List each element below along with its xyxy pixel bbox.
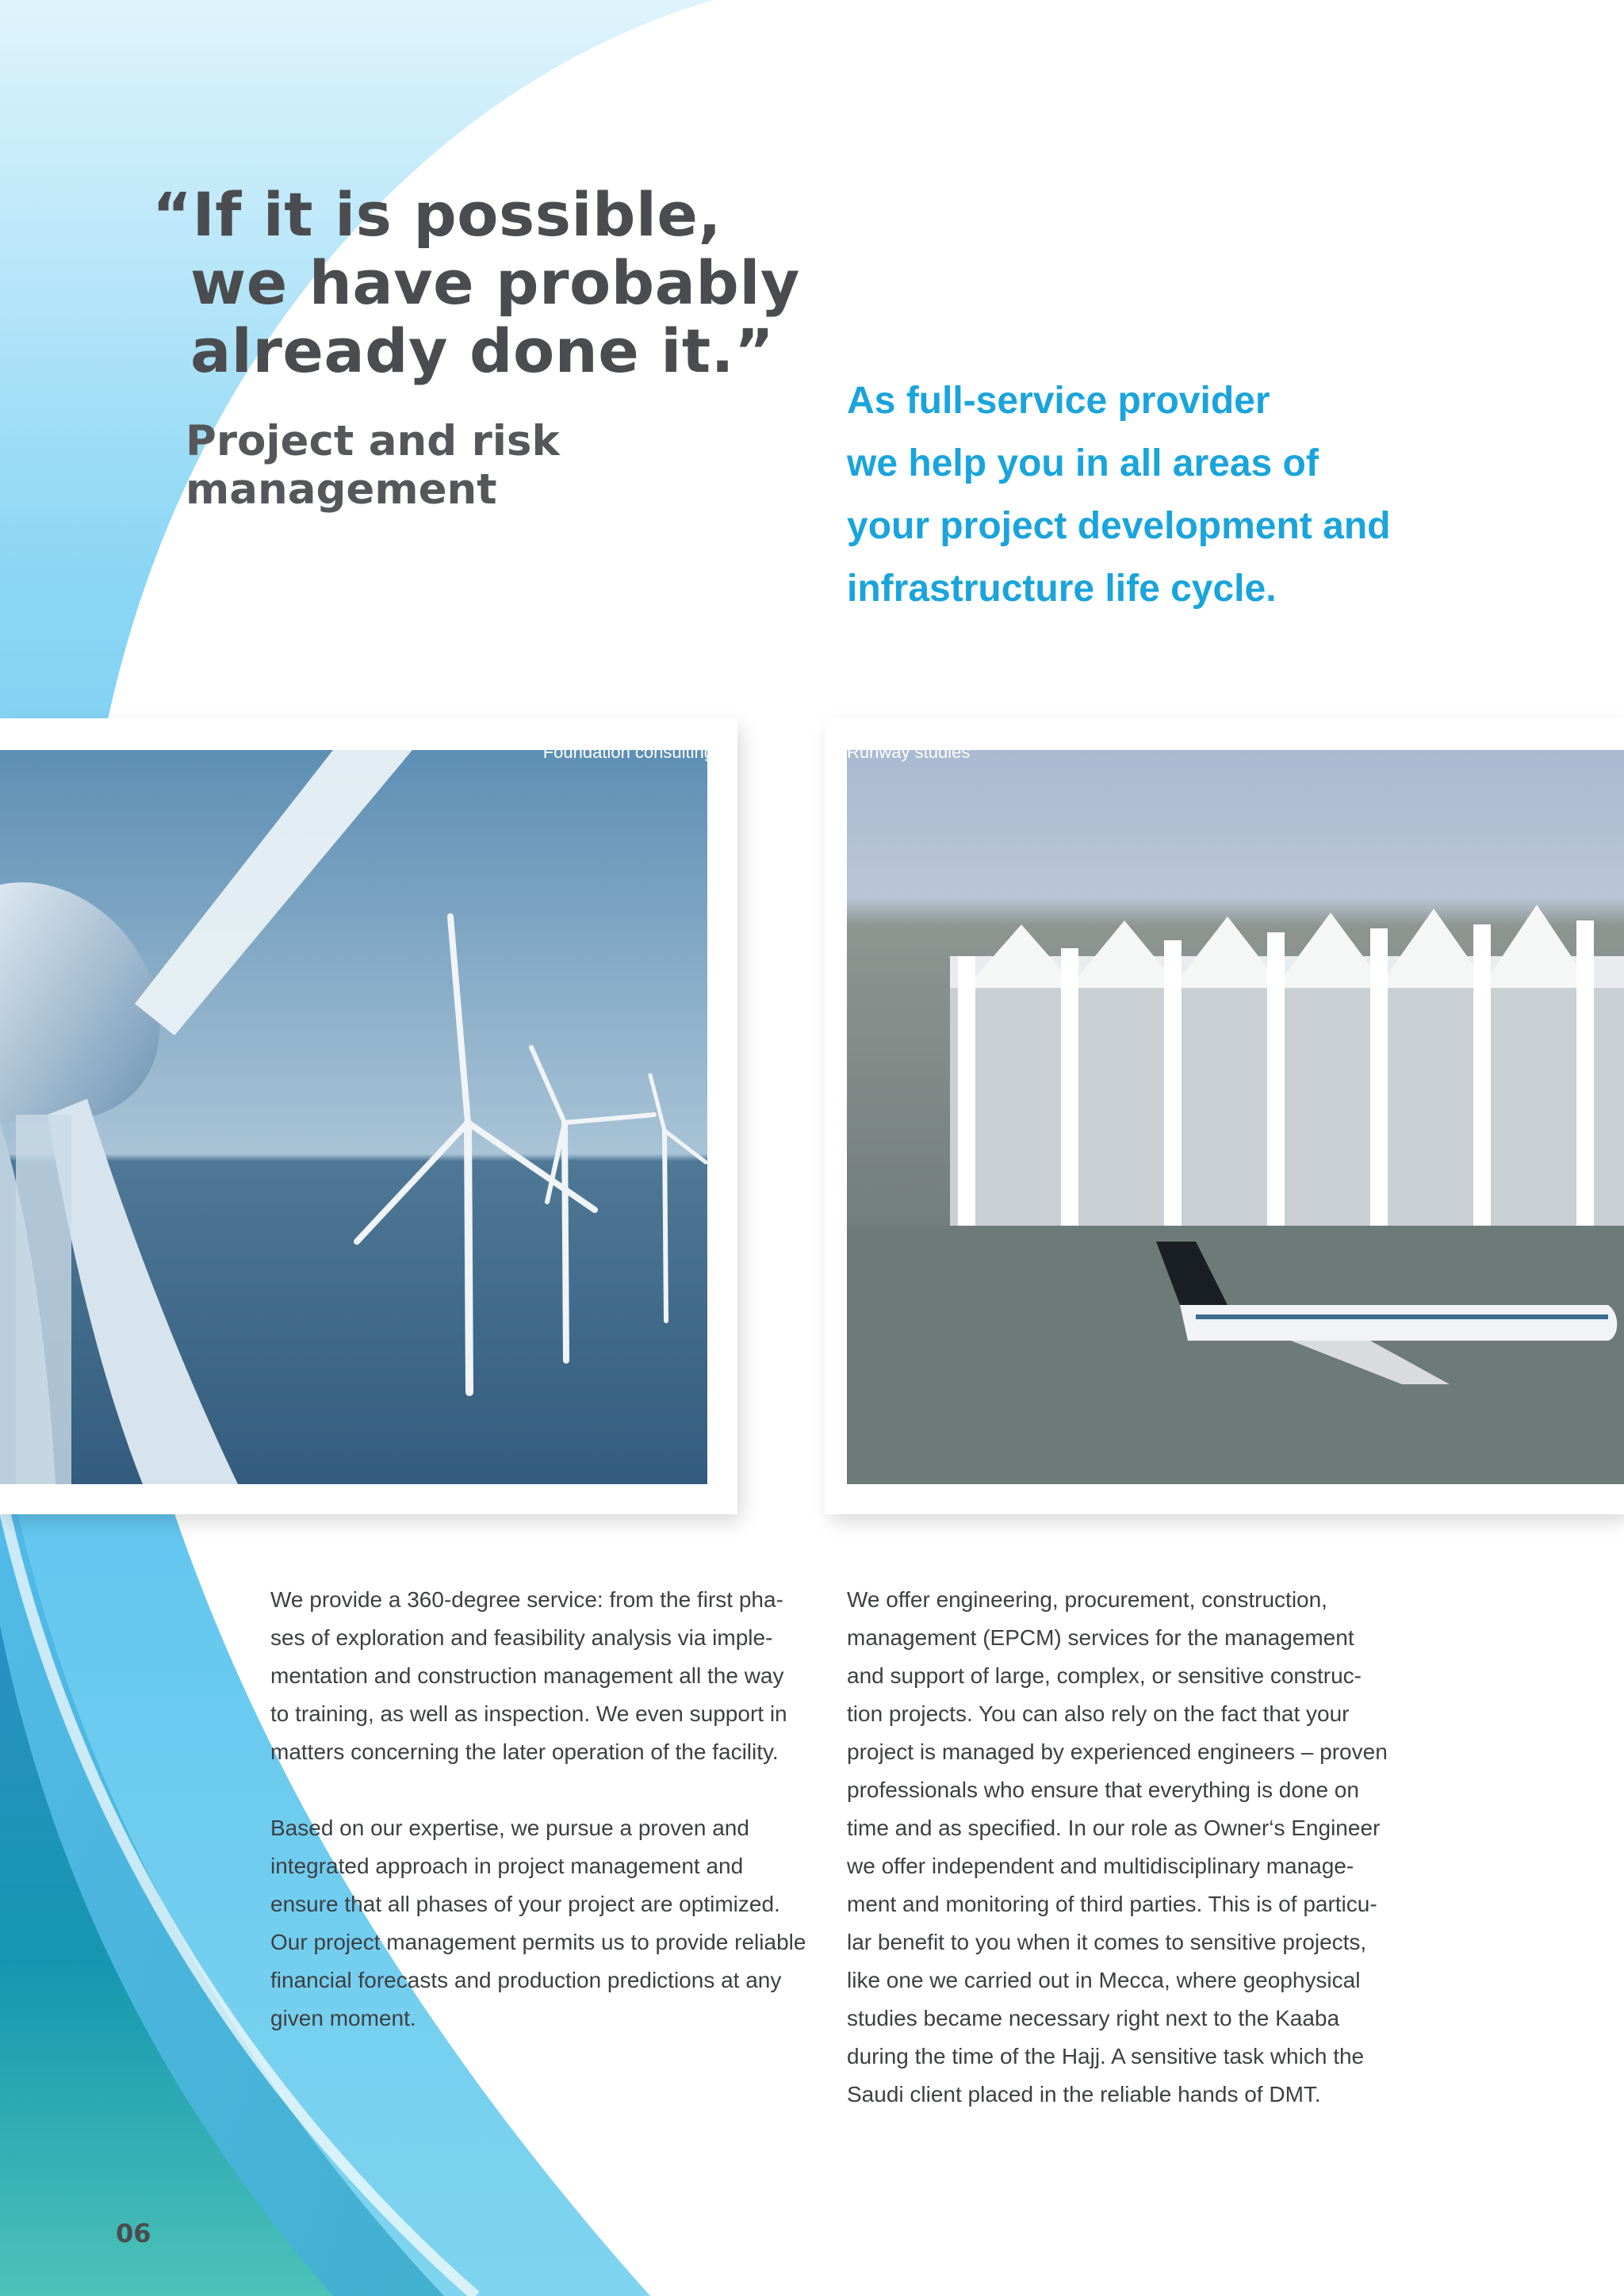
text-line: We provide a 360-degree service: from the first pha- — [270, 1587, 783, 1612]
lead-line-3: your project development and — [847, 505, 1391, 547]
lead-statement — [847, 369, 1390, 620]
text-line: mentation and construction management all the way — [270, 1663, 784, 1688]
quote-line-1: “If it is possible, — [152, 179, 722, 250]
text-line: project is managed by experienced engineers – proven — [847, 1739, 1388, 1764]
lead-line-1: As full-service provider — [847, 380, 1270, 422]
photo-card-runway — [825, 718, 1624, 1514]
text-line: studies became necessary right next to the Kaaba — [847, 2006, 1340, 2030]
body-column-left — [270, 1581, 825, 2038]
body-right-paragraph-1 — [847, 1581, 1402, 2114]
text-line: matters concerning the later operation of the facility. — [270, 1739, 779, 1764]
text-line: Our project management permits us to provide reliable — [270, 1930, 806, 1954]
text-line: We offer engineering, procurement, construction, — [847, 1587, 1327, 1612]
body-left-paragraph-2 — [270, 1809, 825, 2038]
text-line: ment and monitoring of third parties. This is of particu- — [847, 1892, 1377, 1916]
photo-card-foundation — [0, 718, 737, 1514]
caption-foundation-consulting: Foundation consulting — [542, 742, 714, 762]
headline-quote — [152, 181, 800, 385]
text-line: financial forecasts and production predictions at any — [270, 1968, 782, 1992]
text-line: lar benefit to you when it comes to sensitive projects, — [847, 1930, 1367, 1954]
text-line: integrated approach in project management and — [270, 1854, 744, 1878]
text-line: time and as specified. In our role as Owner‘s Engineer — [847, 1816, 1381, 1840]
text-line: to training, as well as inspection. We even support in — [270, 1701, 787, 1726]
text-line: Based on our expertise, we pursue a proven and — [270, 1816, 749, 1840]
body-column-right — [847, 1581, 1402, 2114]
body-left-paragraph-1 — [270, 1581, 825, 1771]
wind-turbines-photo — [0, 750, 707, 1484]
quote-line-3: already done it.” — [190, 316, 775, 386]
lead-line-2: we help you in all areas of — [847, 442, 1319, 484]
text-line: ses of exploration and feasibility analysis via imple- — [270, 1625, 773, 1650]
lead-line-4: infrastructure life cycle. — [847, 568, 1277, 610]
subtitle-line-1: Project and risk — [186, 417, 560, 465]
text-line: management (EPCM) services for the management — [847, 1625, 1354, 1650]
text-line: during the time of the Hajj. A sensitive task which the — [847, 2044, 1365, 2068]
quote-line-2: we have probably — [190, 247, 800, 318]
page-number: 06 — [116, 2218, 151, 2248]
text-line: professionals who ensure that everything is done on — [847, 1777, 1359, 1802]
text-line: Saudi client placed in the reliable hands of DMT. — [847, 2082, 1321, 2107]
airport-terminal-photo — [847, 750, 1624, 1484]
text-line: and support of large, complex, or sensitive construc- — [847, 1663, 1362, 1688]
caption-runway-studies: Runway studies — [847, 742, 971, 762]
section-subtitle — [186, 417, 560, 514]
subtitle-line-2: management — [186, 465, 497, 514]
text-line: like one we carried out in Mecca, where geophysical — [847, 1968, 1361, 1992]
text-line: ensure that all phases of your project are optimized. — [270, 1892, 780, 1916]
text-line: tion projects. You can also rely on the fact that your — [847, 1701, 1350, 1726]
text-line: we offer independent and multidisciplinary manage- — [847, 1854, 1354, 1878]
text-line: given moment. — [270, 2006, 416, 2030]
